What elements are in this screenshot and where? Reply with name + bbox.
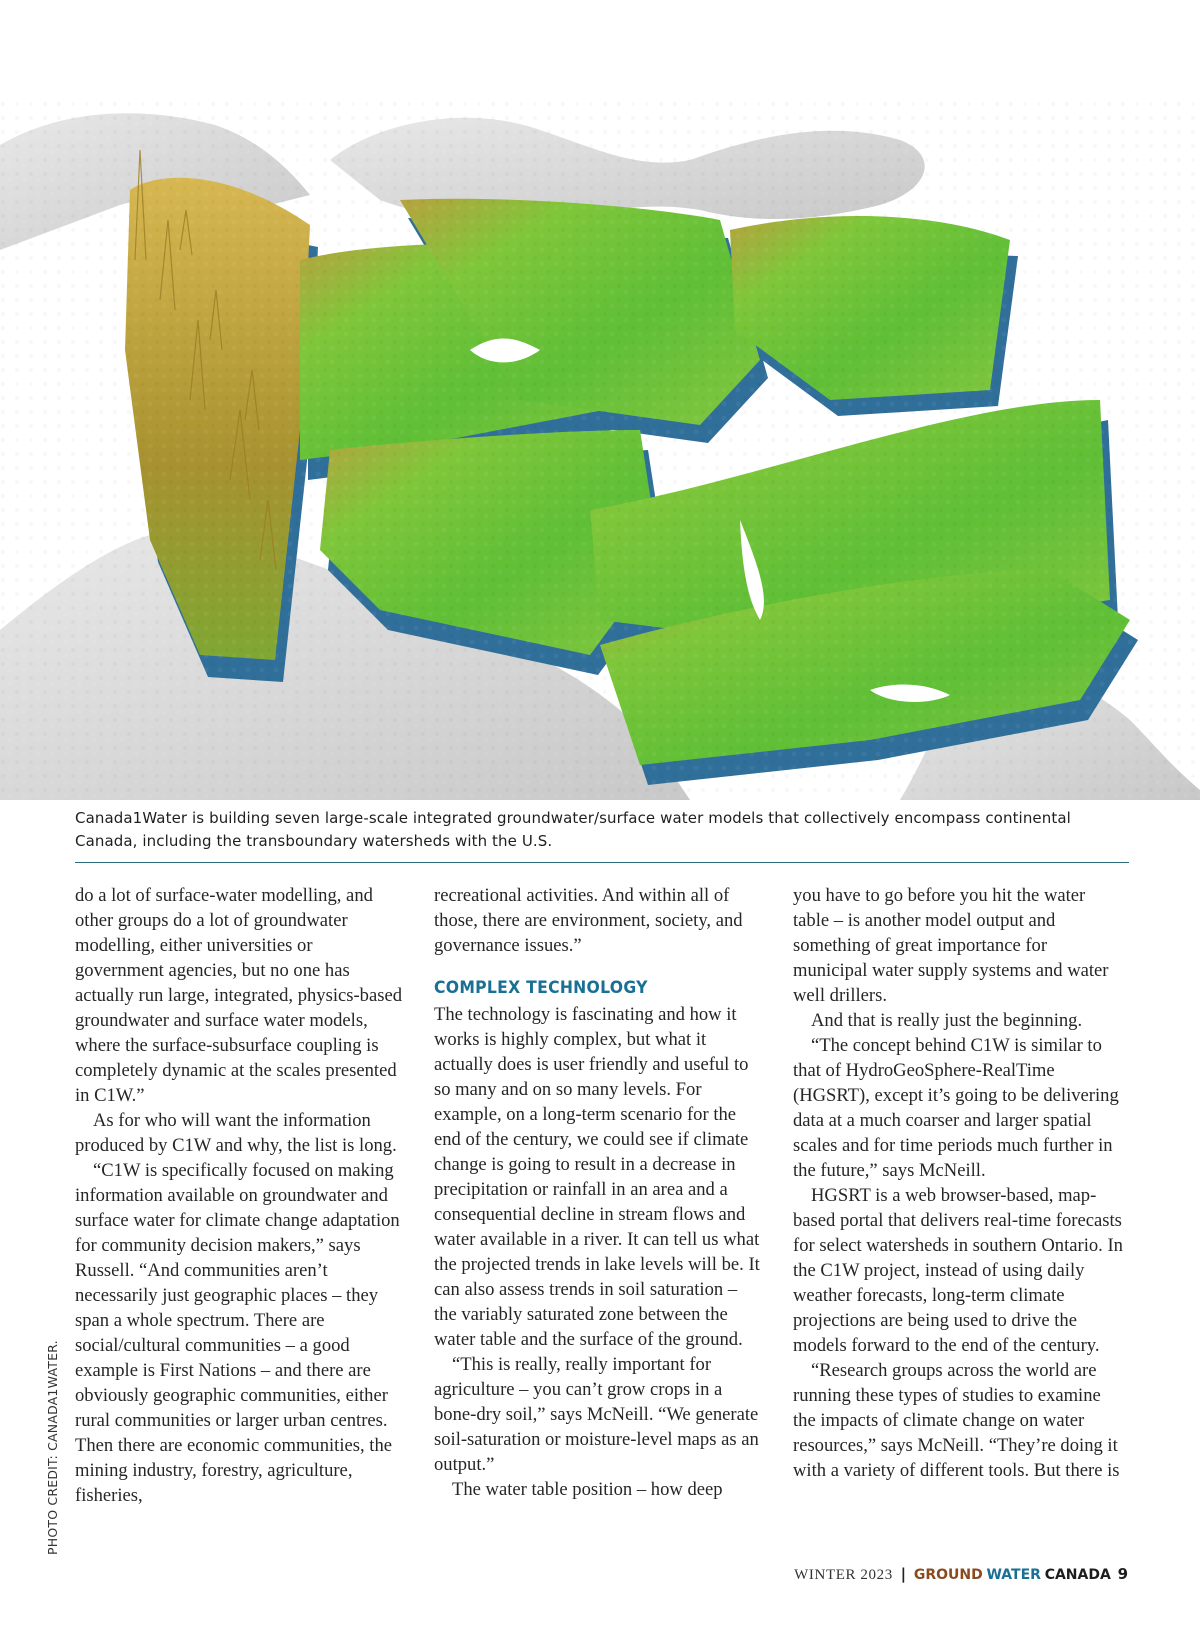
footer-separator: |: [900, 1565, 907, 1583]
page-number: 9: [1117, 1565, 1128, 1583]
article-column-1: [75, 883, 405, 1508]
paragraph: you have to go before you hit the water table – is another model output and something of great importance for municipal water supply systems and water well drillers.: [793, 885, 1109, 1006]
issue-season: WINTER 2023: [794, 1567, 893, 1583]
page-footer: [794, 1565, 1128, 1584]
brand-ground: GROUND: [913, 1567, 983, 1583]
paragraph: And that is really just the beginning.: [811, 1010, 1083, 1031]
brand-canada: CANADA: [1044, 1567, 1111, 1583]
model-slabs: [0, 100, 1200, 800]
paragraph: “C1W is specifically focused on making information available on groundwater and surface water for climate change adaptation for community decision makers,” says Russell. “And communities aren’t necessarily just geographic places – they span a whole spectrum. There are social/cultural communities – a good example is First Nations – and there are obviously geographic communities, either rural communities or larger urban centres. Then there are economic communities, the mining industry, forestry, agriculture, fisheries,: [75, 1160, 400, 1506]
paragraph: do a lot of surface-water modelling, and other groups do a lot of groundwater modelling, either universities or government agencies, but no one has actually run large, integrated, physics-based groundwater and surface water models, where the surface-subsurface coupling is completely dynamic at the scales presented in C1W.”: [75, 885, 402, 1106]
paragraph: HGSRT is a web browser-based, map-based portal that delivers real-time forecasts for select watersheds in southern Ontario. In the C1W project, instead of using daily weather forecasts, long-term climate projections are being used to drive the models forward to the end of the century.: [793, 1185, 1123, 1356]
hero-figure: [0, 100, 1200, 800]
paragraph: recreational activities. And within all of those, there are environment, society, and governance issues.”: [434, 885, 743, 956]
photo-credit: PHOTO CREDIT: CANADA1WATER.: [45, 1340, 60, 1555]
paragraph: The technology is fascinating and how it works is highly complex, but what it actually does is user friendly and useful to so many and on so many levels. For example, on a long-term scenario for the end of the century, we could see if climate change is going to result in a decrease in precipitation or rainfall in an area and a consequential decline in stream flows and water available in a river. It can tell us what the projected trends in lake levels will be. It can also assess trends in soil saturation – the variably saturated zone between the water table and the surface of the ground.: [434, 1004, 760, 1350]
article-column-2: [434, 883, 764, 1502]
paragraph: “The concept behind C1W is similar to that of HydroGeoSphere-RealTime (HGSRT), except it’s going to be delivering data at a much coarser and larger spatial scales and for time periods much further in the future,” says McNeill.: [793, 1035, 1119, 1181]
section-heading: COMPLEX TECHNOLOGY: [434, 978, 648, 998]
figure-caption: Canada1Water is building seven large-scale integrated groundwater/surface water models that collectively encompass continental Canada, including the transboundary watersheds with the U.S.: [75, 809, 1071, 850]
paragraph: The water table position – how deep: [452, 1479, 723, 1500]
caption-divider: [75, 862, 1129, 863]
paragraph: As for who will want the information produced by C1W and why, the list is long.: [75, 1110, 397, 1156]
paragraph: “Research groups across the world are running these types of studies to examine the impacts of climate change on water resources,” says McNeill. “They’re doing it with a variety of different tools. But there is: [793, 1360, 1120, 1481]
brand-water: WATER: [986, 1567, 1041, 1583]
article-column-3: [793, 883, 1123, 1483]
paragraph: “This is really, really important for agriculture – you can’t grow crops in a bone-dry soil,” says McNeill. “We generate soil-saturation or moisture-level maps as an output.”: [434, 1354, 759, 1475]
